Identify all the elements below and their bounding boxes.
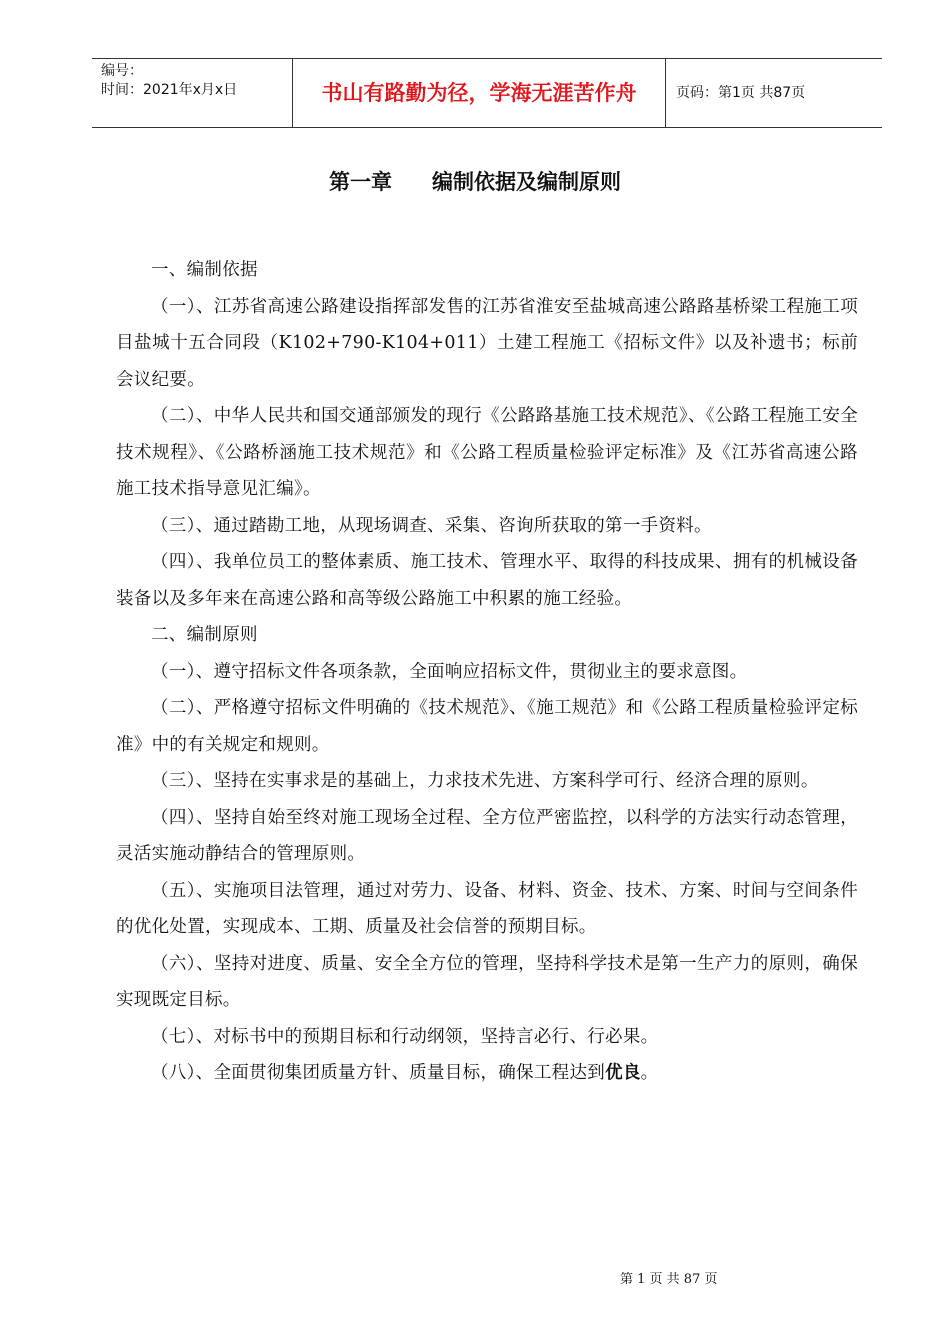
paragraph-text: （八）、全面贯彻集团质量方针、质量目标，确保工程达到 (151, 1063, 606, 1083)
paragraph: （二）、中华人民共和国交通部颁发的现行《公路路基施工技术规范》、《公路工程施工安全技术规程》、《公路桥涵施工技术规范》和《公路工程质量检验评定标准》及《江苏省高速公路施工技术指导意见汇编》。 (116, 406, 858, 499)
paragraph: （六）、坚持对进度、质量、安全全方位的管理，坚持科学技术是第一生产力的原则，确保实现既定目标。 (116, 953, 858, 1010)
paragraph-end: 。 (640, 1063, 659, 1083)
chapter-number: 第一章 (329, 170, 392, 194)
paragraph (116, 1055, 858, 1092)
section-heading: 一、编制依据 (151, 260, 258, 280)
chapter-title (0, 166, 950, 196)
number-label: 编号： (101, 63, 143, 79)
paragraph: （四）、我单位员工的整体素质、施工技术、管理水平、取得的科技成果、拥有的机械设备装备以及多年来在高速公路和高等级公路施工中积累的施工经验。 (116, 552, 858, 609)
paragraph: （三）、通过踏勘工地，从现场调查、采集、咨询所获取的第一手资料。 (151, 515, 712, 536)
header-motto: 书山有路勤为径，学海无涯苦作舟 (293, 59, 666, 127)
document-body (116, 252, 858, 1092)
paragraph: （二）、严格遵守招标文件明确的《技术规范》、《施工规范》和《公路工程质量检验评定标准》中的有关规定和规则。 (116, 698, 858, 755)
header-meta (92, 59, 293, 127)
date-line: 时间：2021年x月x日 (101, 82, 238, 98)
section-heading: 二、编制原则 (151, 625, 258, 645)
paragraph: （一）、江苏省高速公路建设指挥部发售的江苏省淮安至盐城高速公路路基桥梁工程施工项目盐城十五合同段（K102+790-K104+011）土建工程施工《招标文件》以及补遗书；标前会议纪要。 (116, 296, 858, 390)
chapter-heading: 编制依据及编制原则 (432, 170, 621, 194)
page-footer: 第 1 页 共 87 页 (620, 1272, 718, 1287)
paragraph: （七）、对标书中的预期目标和行动纲领，坚持言必行、行必果。 (151, 1026, 659, 1047)
paragraph: （四）、坚持自始至终对施工现场全过程、全方位严密监控，以科学的方法实行动态管理，灵活实施动静结合的管理原则。 (116, 807, 858, 864)
paragraph: （三）、坚持在实事求是的基础上，力求技术先进、方案科学可行、经济合理的原则。 (151, 771, 819, 791)
paragraph: （一）、遵守招标文件各项条款，全面响应招标文件，贯彻业主的要求意图。 (151, 661, 748, 682)
page-header (92, 58, 882, 128)
paragraph: （五）、实施项目法管理，通过对劳力、设备、材料、资金、技术、方案、时间与空间条件的优化处置，实现成本、工期、质量及社会信誉的预期目标。 (116, 880, 858, 937)
emphasis-text: 优良 (605, 1063, 641, 1083)
header-page-info: 页码：第1页 共87页 (676, 85, 806, 101)
